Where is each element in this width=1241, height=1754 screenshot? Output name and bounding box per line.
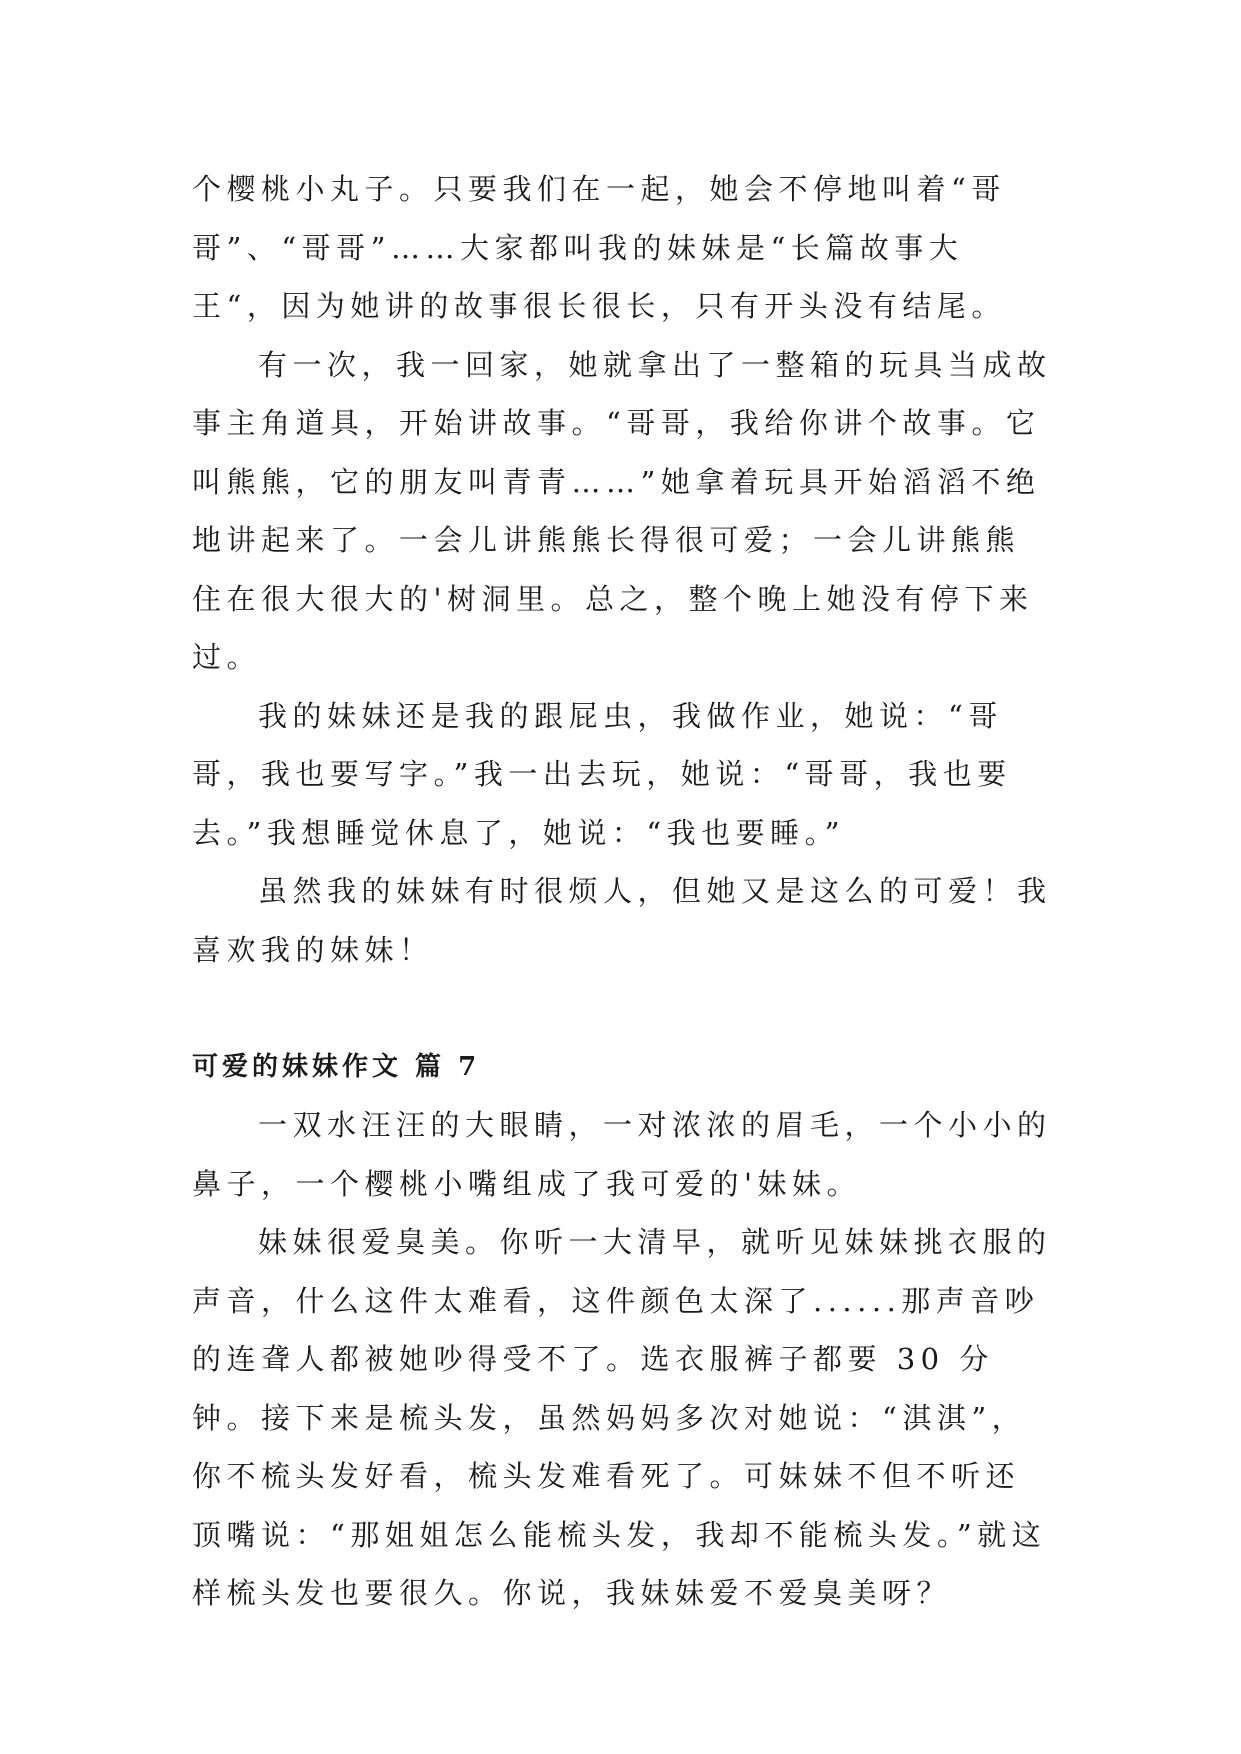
paragraph-6: 妹妹很爱臭美。你听一大清早，就听见妹妹挑衣服的声音，什么这件太难看，这件颜色太深了......那声音吵的连聋人都被她吵得受不了。选衣服裤子都要 30 分钟。接下来是梳头发，虽然妈妈多次对她说：“淇淇”，你不梳头发好看，梳头发难看死了。可妹妹不但不听还顶嘴说：“那姐姐怎么能梳头发，我却不能梳头发。”就这样梳头发也要很久。你说，我妹妹爱不爱臭美呀？ <box>192 1225 1052 1610</box>
paragraph-1: 个樱桃小丸子。只要我们在一起，她会不停地叫着“哥哥”、“哥哥”……大家都叫我的妹妹是“长篇故事大王“，因为她讲的故事很长很长，只有开头没有结尾。 <box>192 172 1006 323</box>
paragraph-2: 有一次，我一回家，她就拿出了一整箱的玩具当成故事主角道具，开始讲故事。“哥哥，我给你讲个故事。它叫熊熊，它的朋友叫青青……”她拿着玩具开始滔滔不绝地讲起来了。一会儿讲熊熊长得很可爱；一会儿讲熊熊住在很大很大的'树洞里。总之，整个晚上她没有停下来过。 <box>192 347 1052 674</box>
section-heading: 可爱的妹妹作文 篇 7 <box>192 1051 481 1082</box>
paragraph-4: 虽然我的妹妹有时很烦人，但她又是这么的可爱！我喜欢我的妹妹！ <box>192 874 1052 967</box>
document-body <box>192 160 1052 1623</box>
paragraph-3: 我的妹妹还是我的跟屁虫，我做作业，她说：“哥哥，我也要写字。”我一出去玩，她说：“哥哥，我也要去。”我想睡觉休息了，她说：“我也要睡。” <box>192 698 1012 850</box>
paragraph-5: 一双水汪汪的大眼睛，一对浓浓的眉毛，一个小小的鼻子，一个樱桃小嘴组成了我可爱的'妹妹。 <box>192 1108 1052 1201</box>
